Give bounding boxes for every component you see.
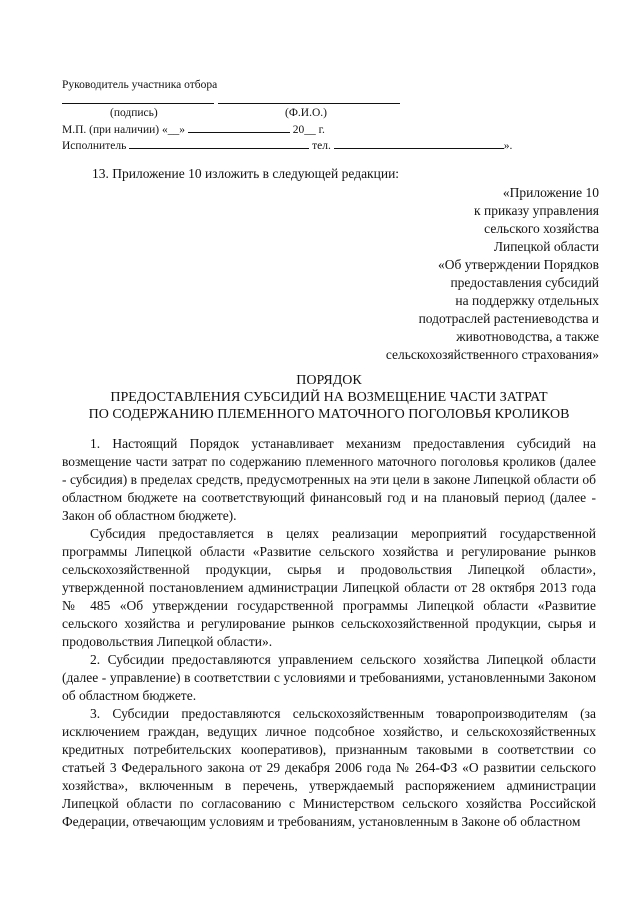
executor-line <box>62 137 512 155</box>
paragraph-3: 3. Субсидии предоставляются сельскохозяйственным товаропроизводителям (за исключением граждан, ведущих личное подсобное хозяйство, и сельскохозяйственных кредитных потребительских кооперативов), признанным таковыми в соответствии со статьей 3 Федерального закона от 29 декабря 2006 года № 264-ФЗ «О развитии сельского хозяйства», включенным в перечень, утверждаемый распоряжением администрации Липецкой области по согласованию с Министерством сельского хозяйства Российской Федерации, отвечающим условиям и требованиям, установленным в Законе об областном <box>62 706 596 829</box>
amendment-item-13: 13. Приложение 10 изложить в следующей редакции: <box>92 166 400 181</box>
appendix-line: «Приложение 10 <box>502 185 599 200</box>
signature-line <box>62 103 214 104</box>
executor-label: Исполнитель <box>62 140 130 152</box>
date-month-blank <box>188 121 290 133</box>
body-text <box>62 435 596 831</box>
appendix-header <box>279 184 599 364</box>
paragraph-1: 1. Настоящий Порядок устанавливает механизм предоставления субсидий на возмещение части затрат по содержанию племенного маточного поголовья кроликов (далее - субсидия) в пределах средств, предусмотренных на эти цели в законе Липецкой области об областном бюджете на соответствующий финансовый год и на плановый период (далее - Закон об областном бюджете). <box>62 436 596 523</box>
appendix-line: Липецкой области <box>493 239 599 254</box>
head-of-participant-label: Руководитель участника отбора <box>62 79 218 91</box>
appendix-line: подотраслей растениеводства и <box>418 311 599 326</box>
title-line: ПО СОДЕРЖАНИЮ ПЛЕМЕННОГО МАТОЧНОГО ПОГОЛОВЬЯ КРОЛИКОВ <box>88 407 570 422</box>
appendix-line: «Об утверждении Порядков <box>438 257 599 272</box>
phone-label: тел. <box>309 140 334 152</box>
paragraph-1-cont: Субсидия предоставляется в целях реализации мероприятий государственной программы Липецкой области «Развитие сельского хозяйства и регулирование рынков сельскохозяйственной продукции, сырья и продовольствия Липецкой области», утвержденной постановлением администрации Липецкой области от 28 октября 2013 года № 485 «Об утверждении государственной программы Липецкой области «Развитие сельского хозяйства и регулирование рынков сельскохозяйственной продукции, сырья и продовольствия Липецкой области». <box>62 526 596 649</box>
signature-caption: (подпись) <box>110 107 158 119</box>
phone-blank <box>334 137 504 149</box>
phone-end: ». <box>503 140 513 152</box>
fio-line <box>218 103 400 104</box>
year-label: 20__ г. <box>289 124 325 136</box>
document-title <box>62 372 596 423</box>
appendix-line: сельскохозяйственного страхования» <box>385 347 599 362</box>
title-line: ПОРЯДОК <box>296 373 362 388</box>
appendix-line: животноводства, а также <box>456 329 599 344</box>
appendix-line: к приказу управления <box>474 203 599 218</box>
paragraph-2: 2. Субсидии предоставляются управлением сельского хозяйства Липецкой области (далее - управление) в соответствии с условиями и требованиями, установленными Законом об областном бюджете. <box>62 652 596 703</box>
appendix-line: на поддержку отдельных <box>455 293 599 308</box>
appendix-line: предоставления субсидий <box>450 275 599 290</box>
title-line: ПРЕДОСТАВЛЕНИЯ СУБСИДИЙ НА ВОЗМЕЩЕНИЕ ЧАСТИ ЗАТРАТ <box>110 390 548 405</box>
fio-caption: (Ф.И.О.) <box>285 107 327 119</box>
stamp-label: М.П. (при наличии) «__» <box>62 124 188 136</box>
executor-blank <box>129 137 309 149</box>
appendix-line: сельского хозяйства <box>484 221 599 236</box>
